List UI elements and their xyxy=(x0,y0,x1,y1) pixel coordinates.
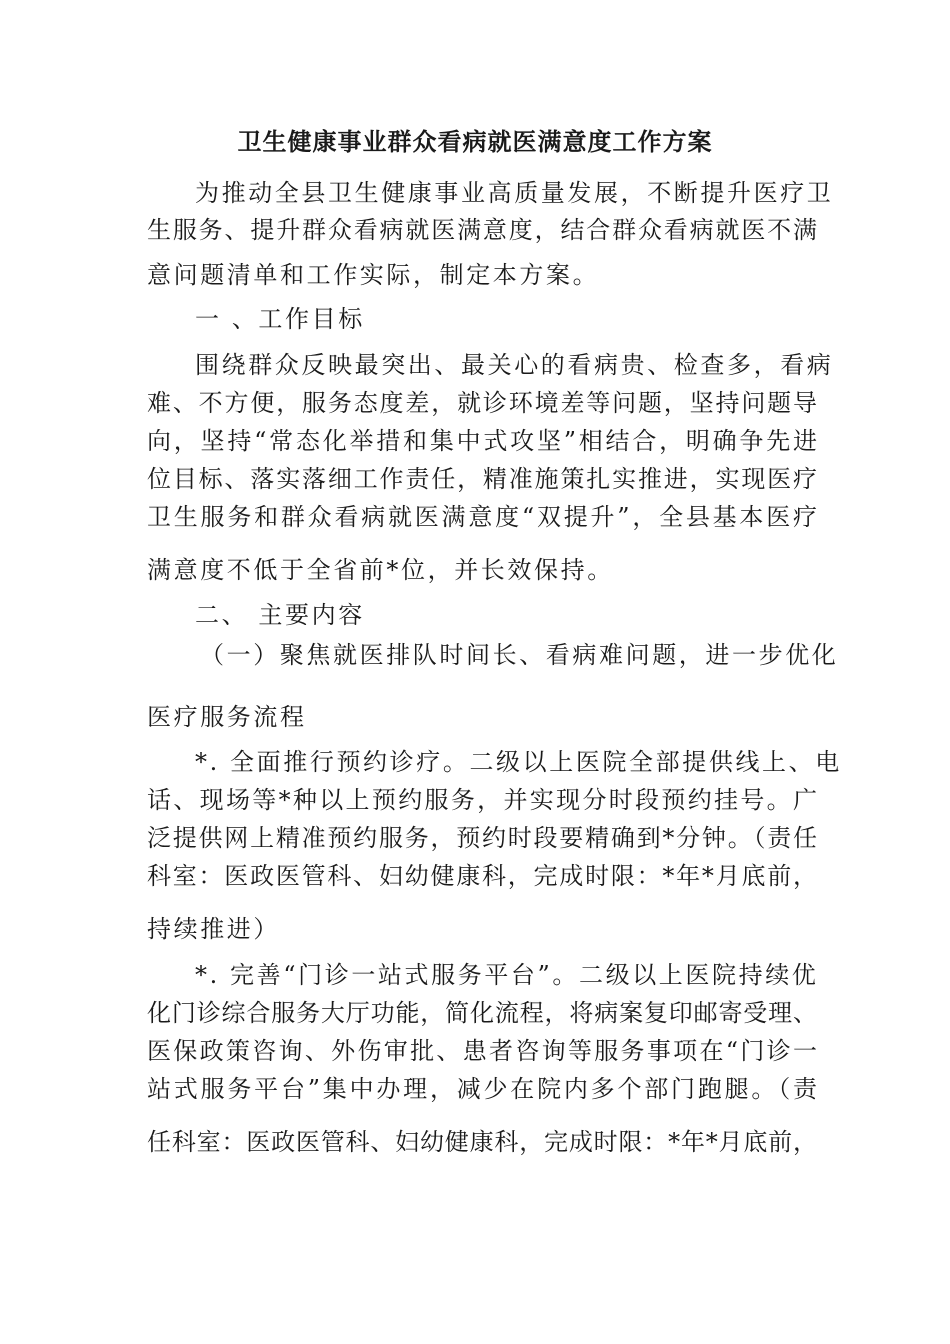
paragraph-line: 难、不方便，服务态度差，就诊环境差等问题，坚持问题导 xyxy=(147,389,817,417)
subsection-heading: 医疗服务流程 xyxy=(147,703,307,731)
paragraph-line: 生服务、提升群众看病就医满意度，结合群众看病就医不满 xyxy=(147,216,817,244)
paragraph-line: 位目标、落实落细工作责任，精准施策扎实推进，实现医疗 xyxy=(147,465,817,493)
paragraph-line: *. 完善“门诊一站式服务平台”。二级以上医院持续优 xyxy=(195,961,819,989)
paragraph-line: 医保政策咨询、外伤审批、患者咨询等服务事项在“门诊一 xyxy=(147,1037,817,1065)
paragraph-line: 话、现场等*种以上预约服务，并实现分时段预约挂号。广 xyxy=(147,786,817,814)
document-title: 卫生健康事业群众看病就医满意度工作方案 xyxy=(237,127,713,156)
paragraph-line: 泛提供网上精准预约服务，预约时段要精确到*分钟。（责任 xyxy=(147,824,817,852)
paragraph-line: 向，坚持“常态化举措和集中式攻坚”相结合，明确争先进 xyxy=(147,427,817,455)
paragraph-line: 卫生服务和群众看病就医满意度“双提升”，全县基本医疗 xyxy=(147,503,817,531)
paragraph-line: 围绕群众反映最突出、最关心的看病贵、检查多，看病 xyxy=(195,351,834,379)
section-heading: 一 、工作目标 xyxy=(195,305,365,333)
paragraph-line: 意问题清单和工作实际，制定本方案。 xyxy=(147,261,600,289)
paragraph-line: 任科室：医政医管科、妇幼健康科，完成时限：*年*月底前， xyxy=(147,1128,817,1156)
paragraph-line: 站式服务平台”集中办理，减少在院内多个部门跑腿。（责 xyxy=(147,1075,817,1103)
section-heading: 二、 主要内容 xyxy=(195,601,365,629)
paragraph-line: 为推动全县卫生健康事业高质量发展，不断提升医疗卫 xyxy=(195,179,834,207)
paragraph-line: 科室：医政医管科、妇幼健康科，完成时限：*年*月底前， xyxy=(147,862,817,890)
paragraph-line: 满意度不低于全省前*位，并长效保持。 xyxy=(147,556,614,584)
subsection-heading: （一）聚焦就医排队时间长、看病难问题，进一步优化 xyxy=(200,641,839,669)
paragraph-line: *. 全面推行预约诊疗。二级以上医院全部提供线上、电 xyxy=(195,748,842,776)
paragraph-line: 持续推进） xyxy=(147,915,280,943)
paragraph-line: 化门诊综合服务大厅功能，简化流程，将病案复印邮寄受理、 xyxy=(147,999,817,1027)
